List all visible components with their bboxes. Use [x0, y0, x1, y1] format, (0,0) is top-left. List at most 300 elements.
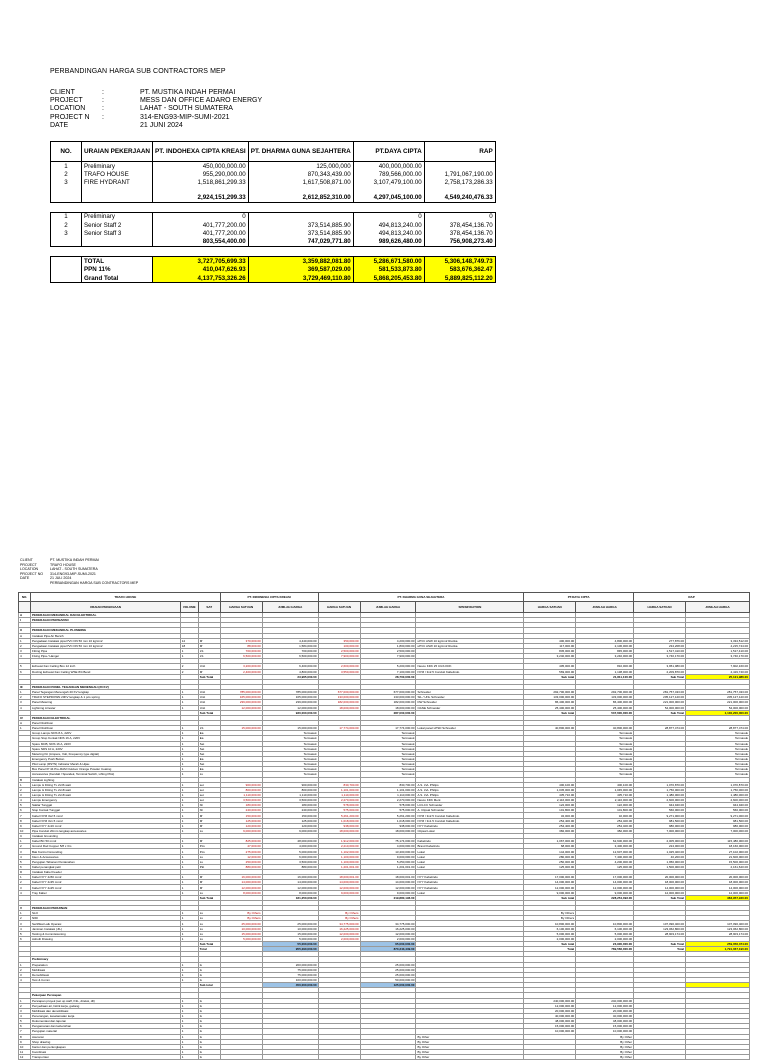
detail-cell: Sub Total: [198, 895, 220, 900]
detail-cell: 14,000,000.00: [686, 885, 750, 890]
detail-cell: Termasuk: [262, 731, 318, 736]
detail-cell: 16,225,000.00: [318, 926, 360, 931]
detail-cell: 1: [180, 1029, 198, 1034]
detail-cell: Brand Kabelindo: [416, 844, 524, 849]
detail-cell: 1: [180, 977, 198, 982]
detail-cell: 8: [19, 1034, 31, 1039]
detail-cell: 1,110,000.00: [262, 792, 318, 797]
summary-cell: 2: [51, 221, 82, 229]
detail-cell: 4: [19, 1013, 31, 1018]
detail-column-header: SAT: [198, 602, 220, 613]
detail-cell: 123,062,800.00: [634, 926, 686, 931]
summary-cell: PPN 11%: [82, 266, 153, 274]
detail-cell: Kabel NYY 4x16 mm2: [30, 823, 180, 828]
detail-cell: 1: [180, 916, 198, 921]
summary-cell: [153, 247, 249, 257]
detail-cell: 1,102,000.00: [318, 849, 360, 854]
detail-cell: Pipa Conduit 20mm lengkap accessories: [30, 828, 180, 833]
detail-cell: 1: [19, 962, 31, 967]
detail-cell: 254,400.00: [576, 823, 634, 828]
detail-cell: Termasuk: [686, 767, 750, 772]
detail-cell: 450,000,000.00: [262, 983, 318, 988]
detail-cell: [524, 1055, 576, 1060]
detail-cell: Asuransi: [30, 1034, 180, 1039]
detail-cell: Termasuk: [360, 756, 416, 761]
detail-cell: LS: [198, 648, 220, 653]
detail-cell: 3: [19, 921, 31, 926]
detail-cell: 1,201,001.00: [360, 864, 416, 869]
detail-cell: Termasuk: [262, 756, 318, 761]
detail-cell: By Others: [524, 911, 576, 916]
detail-cell: [262, 1055, 318, 1060]
detail-cell: By Other: [576, 1055, 634, 1060]
detail-cell: 18,000,001.00: [360, 875, 416, 880]
detail-cell: 1: [180, 690, 198, 695]
detail-cell: 6: [19, 808, 31, 813]
summary-subtotal-row: [51, 193, 496, 202]
detail-cell: 101,800.00: [524, 808, 576, 813]
summary-cell: 1,791,067,190.00: [424, 170, 495, 178]
summary-cell: [424, 202, 495, 212]
summary-total-row: [51, 266, 496, 274]
detail-cell: Ls: [198, 854, 220, 859]
detail-cell: 1: [180, 926, 198, 931]
detail-cell: 830,700.00: [318, 782, 360, 787]
detail-cell: 880,000.00: [220, 864, 262, 869]
detail-cell: Termasuk: [686, 731, 750, 736]
detail-cell: Termasuk: [576, 772, 634, 777]
detail-cell: Metering Kit (Ampere, Volt, Frequency type digital): [30, 751, 180, 756]
summary-cell: [424, 162, 495, 171]
detail-cell: Termasuk: [576, 756, 634, 761]
detail-cell: 5,200,000.00: [360, 664, 416, 669]
detail-cell: 48,000,000.00: [262, 839, 318, 844]
detail-cell: 14,000,000.00: [360, 880, 416, 885]
summary-cell: [82, 193, 153, 202]
detail-cell: 1,067,000.00: [524, 839, 576, 844]
detail-cell: 18: [180, 643, 198, 648]
detail-column-header: JUMLAH HARGA: [576, 602, 634, 613]
summary-cell: Senior Staff 2: [82, 221, 153, 229]
detail-cell: 27,102,000.00: [686, 849, 750, 854]
detail-cell: Termasuk: [576, 746, 634, 751]
detail-cell: 2,000,000.00: [318, 936, 360, 941]
summary-cell: 2,924,151,299.33: [153, 193, 249, 202]
detail-cell: Panel Tegangan Menengah 20 KV lengkap: [30, 690, 180, 695]
detail-cell: Ls: [198, 916, 220, 921]
detail-cell: Termasuk: [686, 756, 750, 761]
detail-cell: uPVC ASW 10 kg/cm2 Rucika: [416, 638, 524, 643]
detail-cell: 9,271,000.00: [634, 813, 686, 818]
detail-cell: 1: [19, 875, 31, 880]
detail-cell: [318, 1055, 360, 1060]
detail-cell: 68,000.00: [524, 844, 576, 849]
detail-cell: 2: [19, 967, 31, 972]
summary-column-header: PT. DHARMA GUNA SEJAHTERA: [248, 142, 353, 162]
detail-cell: 10: [19, 1044, 31, 1049]
detail-cell: 2,209,870.00: [634, 669, 686, 674]
summary-cell: 373,514,885.90: [248, 221, 353, 229]
detail-cell: 200,000,000.00: [262, 962, 318, 967]
detail-cell: 6,400,000.00: [262, 664, 318, 669]
detail-cell: M': [198, 823, 220, 828]
detail-cell: Termasuk: [262, 746, 318, 751]
detail-cell: 125,000,000.00: [360, 983, 416, 988]
summary-cell: 401,777,200.00: [153, 229, 249, 237]
detail-cell: 25,400,000.00: [576, 705, 634, 710]
detail-cell: 9,000,000.00: [220, 828, 262, 833]
summary-row: [51, 179, 496, 187]
detail-cell: 15,000,000.00: [576, 1024, 634, 1029]
detail-cell: 25,121,986.00: [686, 674, 750, 679]
detail-cell: Ls: [198, 772, 220, 777]
detail-cell: 1: [180, 839, 198, 844]
detail-cell: 50,000,000.00: [360, 977, 416, 982]
detail-cell: ls: [198, 1034, 220, 1039]
detail-cell: set: [198, 787, 220, 792]
summary-cell: 410,047,626.93: [153, 266, 249, 274]
detail-cell: 1: [180, 890, 198, 895]
detail-cell: 122,000.00: [524, 803, 576, 808]
detail-cell: 32,000.00: [524, 813, 576, 818]
detail-cell: 107,090,400.00: [686, 921, 750, 926]
detail-info-row: [20, 581, 138, 586]
detail-cell: Pcs: [198, 844, 220, 849]
detail-cell: [634, 1055, 686, 1060]
project-info-row: [50, 89, 262, 97]
detail-cell: 18,000,000.00: [318, 705, 360, 710]
detail-cell: 6: [19, 864, 31, 869]
summary-cell: [353, 202, 424, 212]
detail-cell: 1: [180, 1055, 198, 1060]
detail-cell: Mobilisasi: [30, 967, 180, 972]
detail-group-header: TRAFO HOUSE: [30, 593, 220, 602]
detail-cell: 1: [180, 1039, 198, 1044]
detail-cell: 900,000.00: [220, 782, 262, 787]
project-info-label: LOCATION: [50, 105, 86, 113]
detail-cell: 254,400.00: [576, 818, 634, 823]
summary-cell: 3: [51, 229, 82, 237]
summary-cell: Preliminary: [82, 212, 153, 221]
detail-cell: A: [19, 720, 31, 725]
detail-group-header: NO.: [19, 593, 31, 602]
detail-cell: 5: [19, 931, 31, 936]
detail-cell: 2: [19, 643, 31, 648]
detail-cell: Tray Kabel: [30, 890, 180, 895]
summary-cell: 3,727,705,699.33: [153, 257, 249, 266]
detail-cell: 1,018,000.00: [360, 818, 416, 823]
detail-cell: PEKERJAAN MEKANIKAL PLUMBING: [30, 628, 180, 633]
detail-cell: 1: [180, 762, 198, 767]
detail-cell: Lokal: [416, 859, 524, 864]
detail-cell: Kabel NYY 4x35 mm2: [30, 880, 180, 885]
detail-cell: 54,000,000.00: [634, 705, 686, 710]
detail-cell: 8: [19, 818, 31, 823]
detail-cell: 75,174,000.00: [360, 839, 416, 844]
detail-cell: 7,400,000.00: [576, 854, 634, 859]
detail-cell: 32,000.00: [576, 813, 634, 818]
detail-column-header: HARGA SATUAN: [634, 602, 686, 613]
detail-cell: 3,200,000.00: [220, 664, 262, 669]
detail-cell: Ducting Exhaust Fan Ceiling WSE 8/4 Bend: [30, 669, 180, 674]
detail-cell: Panel Metering: [30, 700, 180, 705]
summary-total-row: [51, 257, 496, 266]
detail-cell: 1,045,000.00: [524, 787, 576, 792]
detail-cell: 3: [19, 1008, 31, 1013]
detail-cell: V: [19, 906, 31, 911]
detail-cell: 6,500,000.00: [220, 654, 262, 659]
detail-cell: NYY Kabelindo: [416, 875, 524, 880]
detail-top-header-row: [19, 593, 750, 602]
detail-cell: 4,000,000.00: [262, 844, 318, 849]
detail-cell: 2,400,000.00: [220, 669, 262, 674]
detail-cell: 1,138,000.00: [576, 669, 634, 674]
detail-cell: 938,000.00: [360, 823, 416, 828]
detail-info-value: TRAFO HOUSE: [50, 562, 76, 567]
detail-cell: 101,800.00: [576, 808, 634, 813]
detail-cell: Stop Kontak Tunggal: [30, 808, 180, 813]
detail-cell: 575,000.00: [318, 808, 360, 813]
detail-cell: Shop drawing: [30, 1039, 180, 1044]
detail-cell: 4,200,000.00: [360, 638, 416, 643]
detail-cell: 700,000.00: [220, 648, 262, 653]
detail-cell: Sub Total: [198, 942, 220, 947]
summary-cell: 1: [51, 162, 82, 171]
detail-cell: 930,000,000.00: [262, 710, 318, 715]
detail-cell: Sub total: [524, 942, 576, 947]
detail-cell: Termasuk: [576, 741, 634, 746]
detail-cell: 12,000,000.00: [262, 885, 318, 890]
detail-cell: Accessories (Kendali / Spandek, Terminal Switch, Lifting Pilot): [30, 772, 180, 777]
summary-cell: 4,297,045,100.00: [353, 193, 424, 202]
detail-cell: D: [19, 870, 31, 875]
detail-cell: 4: [19, 654, 31, 659]
detail-cell: 5,000,000.00: [262, 936, 318, 941]
detail-cell: 275,000.00: [220, 849, 262, 854]
detail-cell: 133,000,000.00: [524, 695, 576, 700]
summary-cell: 5,306,148,749.73: [424, 257, 495, 266]
detail-cell: 17,774,000.00: [318, 726, 360, 731]
detail-cell: By Other: [576, 1044, 634, 1049]
detail-cell: Sub Total: [634, 895, 686, 900]
detail-cell: uPVC ASW 10 kg/cm2 Rucika: [416, 643, 524, 648]
detail-cell: 400,000.00: [524, 638, 576, 643]
detail-cell: 800,000.00: [220, 787, 262, 792]
detail-cell: 1: [180, 700, 198, 705]
summary-cell: Grand Total: [82, 274, 153, 283]
summary-cell: 450,000,000.00: [153, 162, 249, 171]
detail-cell: 1: [180, 854, 198, 859]
detail-cell: Instalasi Pipa Air Bersih: [30, 633, 180, 638]
detail-column-header: SPESIFIKATION: [416, 602, 524, 613]
detail-cell: Termasuk: [262, 772, 318, 777]
detail-cell: 3,550,000.00: [318, 669, 360, 674]
detail-cell: NYM / 3x1.5 Conduit Kabelindo: [416, 818, 524, 823]
detail-sub-header-row: [19, 602, 750, 613]
detail-cell: 2,000,000.00: [360, 936, 416, 941]
detail-cell: 677,000,000.00: [360, 690, 416, 695]
detail-cell: 789,566,000.00: [576, 947, 634, 952]
detail-cell: 165,000,000.00: [262, 695, 318, 700]
detail-cell: 578,000.00: [318, 803, 360, 808]
detail-cell: 1: [180, 803, 198, 808]
detail-cell: 133,000,000.00: [576, 695, 634, 700]
detail-cell: 1,800,000.00: [360, 643, 416, 648]
detail-cell: 100,000.00: [318, 643, 360, 648]
detail-cell: 228,254,093.00: [576, 895, 634, 900]
detail-cell: Persiapan proyek (set up staff, K3L, direksi, dll): [30, 998, 180, 1003]
detail-cell: 2: [19, 787, 31, 792]
detail-cell: 400,100.00: [576, 782, 634, 787]
detail-cell: 12,000,000.00: [360, 885, 416, 890]
detail-cell: M': [198, 839, 220, 844]
detail-cell: 4,800,000.00: [576, 638, 634, 643]
summary-cell: 3,107,479,100.00: [353, 179, 424, 187]
detail-cell: Kantor dan perlengkapan: [30, 1044, 180, 1049]
detail-info-value: LAHAT - SOUTH SUMATERA: [50, 567, 98, 571]
detail-cell: Termasuk: [360, 731, 416, 736]
detail-cell: 17,000,000.00: [524, 875, 576, 880]
detail-cell: Termasuk: [686, 762, 750, 767]
document-title: PERBANDINGAN HARGA SUB CONTRACTORS MEP: [50, 68, 226, 75]
detail-cell: ls: [198, 1055, 220, 1060]
detail-cell: 292,700,000.00: [576, 690, 634, 695]
summary-spacer-row: [51, 247, 496, 257]
detail-cell: 1: [180, 751, 198, 756]
detail-cell: Instalasi Grounding: [30, 834, 180, 839]
detail-cell: Set: [198, 762, 220, 767]
detail-cell: 6,100,000.00: [576, 926, 634, 931]
detail-cell: 12,000,000.00: [576, 885, 634, 890]
detail-cell: 115,480,000.00: [686, 839, 750, 844]
detail-cell: 240,000,000.00: [576, 998, 634, 1003]
detail-cell: Klem & Accessories: [30, 854, 180, 859]
summary-column-header: NO.: [51, 142, 82, 162]
detail-cell: 47,000.00: [220, 844, 262, 849]
project-info-value: 21 JUNI 2024: [140, 121, 183, 129]
detail-cell: 785,000,000.00: [262, 690, 318, 695]
detail-cell: 2: [19, 844, 31, 849]
detail-cell: 1,018,000.00: [318, 818, 360, 823]
detail-cell: Pilot Lamp (RSTN) Indicator Merah & Hijau: [30, 762, 180, 767]
detail-cell: 1,480,000.00: [634, 792, 686, 797]
detail-cell: 1: [180, 654, 198, 659]
detail-cell: 1: [19, 638, 31, 643]
detail-cell: 240,000.00: [262, 808, 318, 813]
detail-cell: Transportasi: [30, 1055, 180, 1060]
summary-cell: 5,889,825,112.20: [424, 274, 495, 283]
summary-column-header: RAP: [424, 142, 495, 162]
detail-cell: TRAFO STEPDOWN 20KV lengkap & 1 pcs spring: [30, 695, 180, 700]
detail-cell: 182,000,000.00: [318, 700, 360, 705]
detail-cell: 1,070,870.00: [634, 782, 686, 787]
detail-cell: Ea: [198, 756, 220, 761]
detail-cell: 1: [180, 936, 198, 941]
summary-cell: 3: [51, 179, 82, 187]
detail-cell: 15,000,000.00: [524, 1024, 576, 1029]
detail-cell: Lightning Arrester: [30, 705, 180, 710]
detail-cell: Penyediaan air, listrik kerja, gudang: [30, 1003, 180, 1008]
detail-cell: 181,250,000.00: [262, 895, 318, 900]
detail-cell: Sub Total: [634, 942, 686, 947]
detail-cell: 25,000,000.00: [360, 972, 416, 977]
detail-cell: Termasuk: [262, 762, 318, 767]
detail-cell: 150,000.00: [262, 813, 318, 818]
detail-cell: 981,500.00: [686, 818, 750, 823]
detail-cell: Kabelindo: [416, 839, 524, 844]
project-info: [50, 89, 262, 130]
detail-cell: 537,600,000.00: [576, 710, 634, 715]
summary-cell: [248, 247, 353, 257]
detail-cell: 15,500,000.00: [686, 859, 750, 864]
detail-cell: 1: [180, 931, 198, 936]
detail-cell: Sub total: [524, 674, 576, 679]
detail-cell: Sub Total: [198, 674, 220, 679]
detail-cell: 14,000,000.00: [634, 885, 686, 890]
project-info-value: PT. MUSTIKA INDAH PERMAI: [140, 89, 236, 96]
detail-info-label: [20, 581, 50, 586]
summary-row: [51, 170, 496, 178]
detail-cell: 12,000,000.00: [360, 931, 416, 936]
detail-cell: Kabel NYY 4x50 mm2: [30, 875, 180, 880]
summary-column-header: PT. INDOHEXA CIPTA KREASI: [153, 142, 249, 162]
detail-cell: 845,000.00: [576, 648, 634, 653]
detail-cell: 48,000,000.00: [576, 1019, 634, 1024]
detail-cell: 1,517,410.00: [686, 648, 750, 653]
detail-cell: Termasuk: [360, 746, 416, 751]
detail-cell: Termasuk: [686, 751, 750, 756]
detail-cell: 18,000,001.00: [318, 875, 360, 880]
detail-cell: 240,000,000.00: [524, 998, 576, 1003]
detail-cell: Jaminan Instalasi (JIL): [30, 926, 180, 931]
detail-cell: 1: [180, 798, 198, 803]
detail-cell: 560,000.00: [634, 808, 686, 813]
detail-cell: 1: [180, 962, 198, 967]
detail-cell: Pengadaan Instalasi pipa PVC DN 50 mm 10 kg/cm2: [30, 638, 180, 643]
detail-cell: 122,000.00: [576, 803, 634, 808]
summary-cell: 747,029,771.80: [248, 238, 353, 247]
detail-cell: 12: [180, 638, 198, 643]
detail-cell: 2: [180, 669, 198, 674]
detail-cell: 1: [180, 705, 198, 710]
summary-cell: 1: [51, 212, 82, 221]
detail-cell: 277,876.00: [634, 638, 686, 643]
summary-cell: [353, 247, 424, 257]
detail-cell: Sub Total: [634, 710, 686, 715]
detail-cell: 16,225,000.00: [360, 926, 416, 931]
detail-cell: Termasuk: [576, 731, 634, 736]
detail-cell: 845,000.00: [524, 648, 576, 653]
detail-cell: 12,000,000.00: [686, 890, 750, 895]
detail-info-value: PERBANDINGAN HARGA SUB CONTRACTORS MEP: [50, 580, 139, 585]
detail-cell: 86,400,000.00: [524, 700, 576, 705]
detail-cell: 1: [180, 1044, 198, 1049]
detail-cell: Set: [198, 751, 220, 756]
detail-cell: Instalasi Lighting: [30, 777, 180, 782]
detail-cell: ls: [198, 977, 220, 982]
detail-cell: 830,700.00: [360, 782, 416, 787]
detail-cell: Sub total: [524, 710, 576, 715]
detail-cell: 234,208.00: [634, 643, 686, 648]
detail-column-header: JUMLAH HARGA: [262, 602, 318, 613]
detail-cell: 259,056,374.00: [686, 942, 750, 947]
detail-cell: 1: [180, 921, 198, 926]
detail-cell: Panel Distribusi: [30, 720, 180, 725]
detail-cell: Set: [198, 741, 220, 746]
project-info-row: [50, 97, 262, 105]
detail-cell: 7,900,000.00: [318, 654, 360, 659]
detail-cell: Spare NDS 10 A, 220V: [30, 746, 180, 751]
